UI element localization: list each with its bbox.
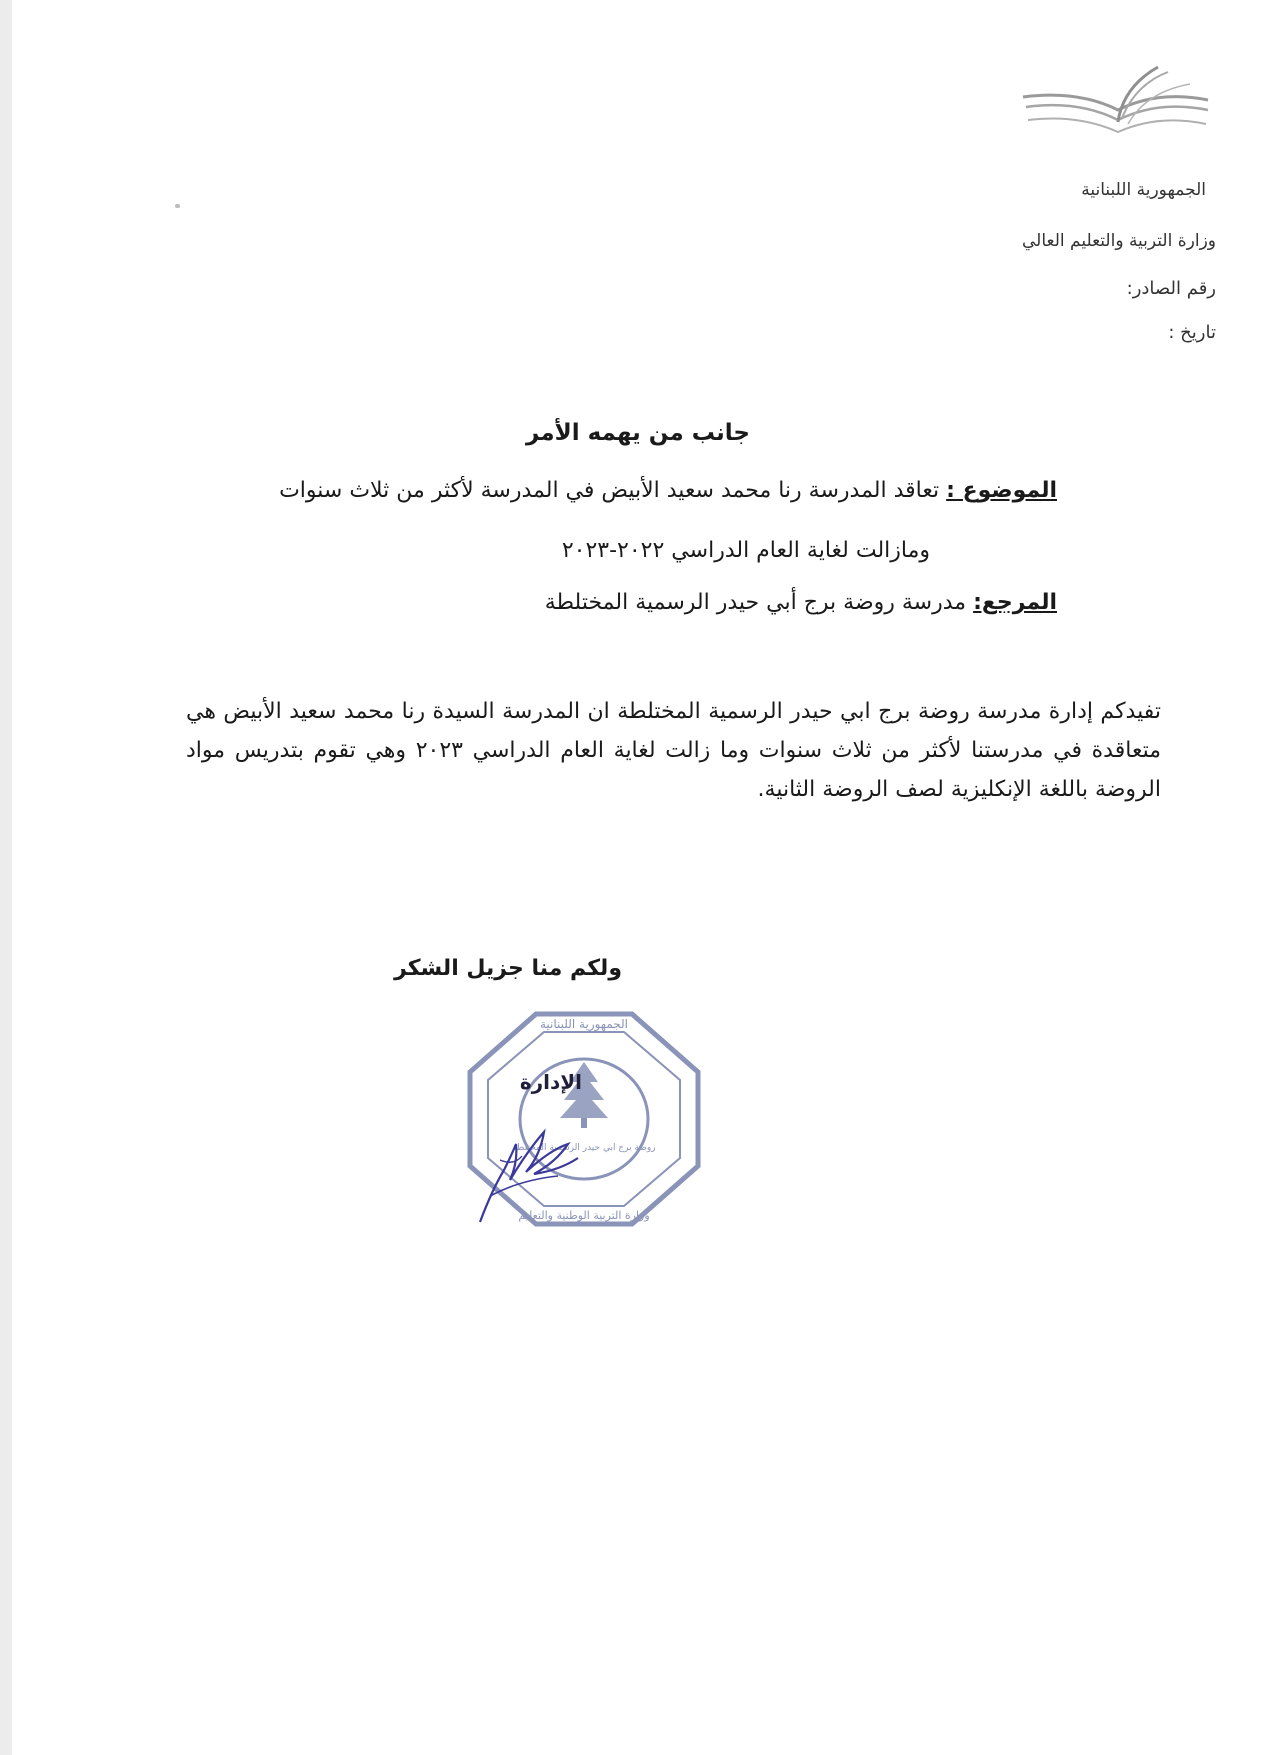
subject-line-continued: ومازالت لغاية العام الدراسي ٢٠٢٢-٢٠٢٣ bbox=[561, 538, 930, 563]
administration-label: الإدارة bbox=[519, 1070, 582, 1094]
reference-number-label: رقم الصادر: bbox=[1126, 278, 1216, 299]
stamp-bottom-text: وزارة التربية الوطنية والتعليم bbox=[518, 1209, 650, 1222]
reference-line bbox=[545, 590, 1057, 615]
subject-label: الموضوع : bbox=[946, 478, 1057, 503]
ministry-header: وزارة التربية والتعليم العالي bbox=[1021, 231, 1216, 251]
date-label: تاريخ : bbox=[1168, 322, 1216, 343]
letter-title: جانب من يهمه الأمر bbox=[526, 420, 750, 446]
closing-line: ولكم منا جزيل الشكر bbox=[394, 956, 622, 981]
republic-header: الجمهورية اللبنانية bbox=[1081, 180, 1206, 200]
scan-edge bbox=[0, 0, 12, 1755]
subject-text: تعاقد المدرسة رنا محمد سعيد الأبيض في المدرسة لأكثر من ثلاث سنوات bbox=[279, 478, 947, 503]
signature-icon bbox=[470, 1110, 590, 1230]
letter-body bbox=[186, 692, 1161, 809]
scan-speck bbox=[175, 204, 180, 208]
subject-line bbox=[279, 478, 1057, 503]
body-paragraph: تفيدكم إدارة مدرسة روضة برج ابي حيدر الرسمية المختلطة ان المدرسة السيدة رنا محمد سعيد الأبيض هي متعاقدة في مدرستنا لأكثر من ثلاث سنوات وما زالت لغاية العام الدراسي ٢٠٢٣ وهي تقوم بتدريس مواد الروضة باللغة الإنكليزية لصف الروضة الثانية. bbox=[186, 699, 1161, 802]
stamp-inner-text: روضة برج ابي حيدر الرسمية المختلطة bbox=[512, 1143, 656, 1153]
ministry-logo-icon bbox=[1018, 62, 1214, 152]
stamp-top-text: الجمهورية اللبنانية bbox=[539, 1017, 629, 1031]
reference-label: المرجع: bbox=[973, 590, 1057, 615]
reference-text: مدرسة روضة برج أبي حيدر الرسمية المختلطة bbox=[544, 590, 974, 615]
